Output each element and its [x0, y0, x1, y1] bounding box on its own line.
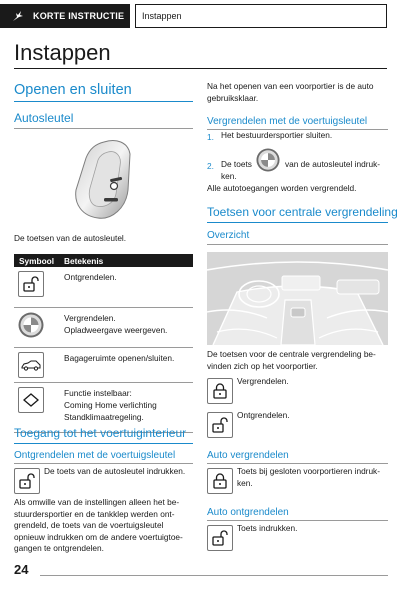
section-tab [0, 4, 130, 28]
paragraph-line: grendeld, de toets van de voertuigsleutel [14, 520, 164, 530]
step-number: 1. [207, 132, 214, 142]
car-trunk-icon [18, 352, 44, 378]
meaning-column-header: Betekenis [59, 254, 193, 267]
meaning-line: Standklimaatregeling. [64, 411, 144, 422]
text-line: ken. [237, 477, 253, 488]
lock-label: Vergrendelen. [237, 376, 289, 386]
symbol-column-header: Symbool [14, 254, 59, 267]
table-row [14, 382, 193, 432]
meaning-line: Coming Home verlichting [64, 399, 157, 410]
heading-divider [207, 222, 388, 223]
caption-line: vinden zich op het voorportier. [207, 360, 318, 371]
heading-vergrendelen-sleutel: Vergrendelen met de voertuigsleutel [207, 116, 368, 127]
step-text: Het bestuurdersportier sluiten. [221, 130, 333, 140]
subsection-box [135, 4, 387, 28]
title-divider [14, 68, 387, 69]
table-row [14, 267, 193, 307]
intro-line: gebruiksklaar. [207, 92, 259, 103]
unlock-label: Ontgrendelen. [237, 410, 290, 420]
lock-icon [207, 378, 233, 404]
info-paragraph [14, 497, 183, 555]
unlock-icon [207, 525, 233, 551]
page-header [0, 0, 416, 30]
auto-lock-text [237, 466, 380, 489]
diamond-icon [18, 387, 44, 413]
result-text: Alle autotoegangen worden vergrendeld. [207, 183, 357, 193]
subheading-divider [207, 463, 388, 464]
heading-ontgrendelen-sleutel: Ontgrendelen met de voertuigsleutel [14, 450, 176, 461]
unlock-icon [18, 271, 44, 297]
text-line: Toets bij gesloten voorportieren indruk- [237, 466, 380, 476]
meaning-line: Bagageruimte openen/sluiten. [64, 352, 175, 363]
ontgrendelen-instruction: De toets van de autosleutel indrukken. [44, 466, 186, 476]
step-text: van de autosleutel indruk- [285, 159, 381, 169]
heading-overzicht: Overzicht [207, 230, 250, 241]
lock-icon [207, 468, 233, 494]
subsection-label: Instappen [142, 11, 182, 21]
auto-unlock-text: Toets indrukken. [237, 523, 298, 533]
heading-central-locking: Toetsen voor centrale vergrendeling [207, 205, 398, 219]
caption-line: De toetsen voor de centrale vergrendeling be- [207, 349, 376, 359]
car-key-image [64, 138, 142, 224]
table-row [14, 307, 193, 347]
subheading-divider [207, 244, 388, 245]
bmw-logo-icon [256, 148, 280, 172]
intro-line: Na het openen van een voorportier is de auto [207, 81, 374, 91]
heading-divider [14, 101, 193, 102]
step-number: 2. [207, 161, 214, 171]
step-text: De toets [221, 159, 252, 169]
unlock-icon [14, 468, 40, 494]
car-key-star-icon [12, 10, 24, 22]
meaning-line: Opladweergave weergeven. [64, 324, 168, 335]
heading-autosleutel: Autosleutel [14, 111, 74, 125]
intro-text [207, 81, 374, 104]
unlock-icon [207, 412, 233, 438]
subheading-divider [207, 520, 388, 521]
heading-open-close: Openen en sluiten [14, 82, 132, 98]
dashboard-illustration [207, 252, 388, 345]
meaning-line: Functie instelbaar: [64, 387, 132, 398]
meaning-line: Ontgrendelen. [64, 272, 117, 282]
paragraph-line: Als omwille van de instellingen alleen het be- [14, 497, 180, 507]
meaning-line: Vergrendelen. [64, 312, 116, 323]
heading-auto-vergrendelen: Auto vergrendelen [207, 450, 289, 461]
symbol-table [14, 254, 193, 433]
paragraph-line: stuurdersportier en de tankklep werden ont- [14, 508, 175, 519]
footer-divider [40, 575, 388, 576]
heading-divider [14, 443, 193, 444]
heading-auto-ontgrendelen: Auto ontgrendelen [207, 507, 289, 518]
step-text: ken. [221, 171, 237, 181]
subheading-divider [14, 128, 193, 129]
heading-toegang: Toegang tot het voertuiginterieur [14, 426, 187, 440]
paragraph-line: gangen te ontgrendelen. [14, 543, 104, 553]
key-caption: De toetsen van de autosleutel. [14, 233, 127, 243]
section-label: KORTE INSTRUCTIE [33, 11, 125, 21]
table-row [14, 347, 193, 382]
bmw-logo-icon [18, 312, 44, 338]
dashboard-caption [207, 349, 376, 372]
page-title: Instappen [14, 40, 111, 65]
paragraph-line: opnieuw indrukken om de andere voertuigtoe- [14, 531, 183, 542]
subheading-divider [14, 463, 193, 464]
page-number: 24 [14, 562, 29, 577]
